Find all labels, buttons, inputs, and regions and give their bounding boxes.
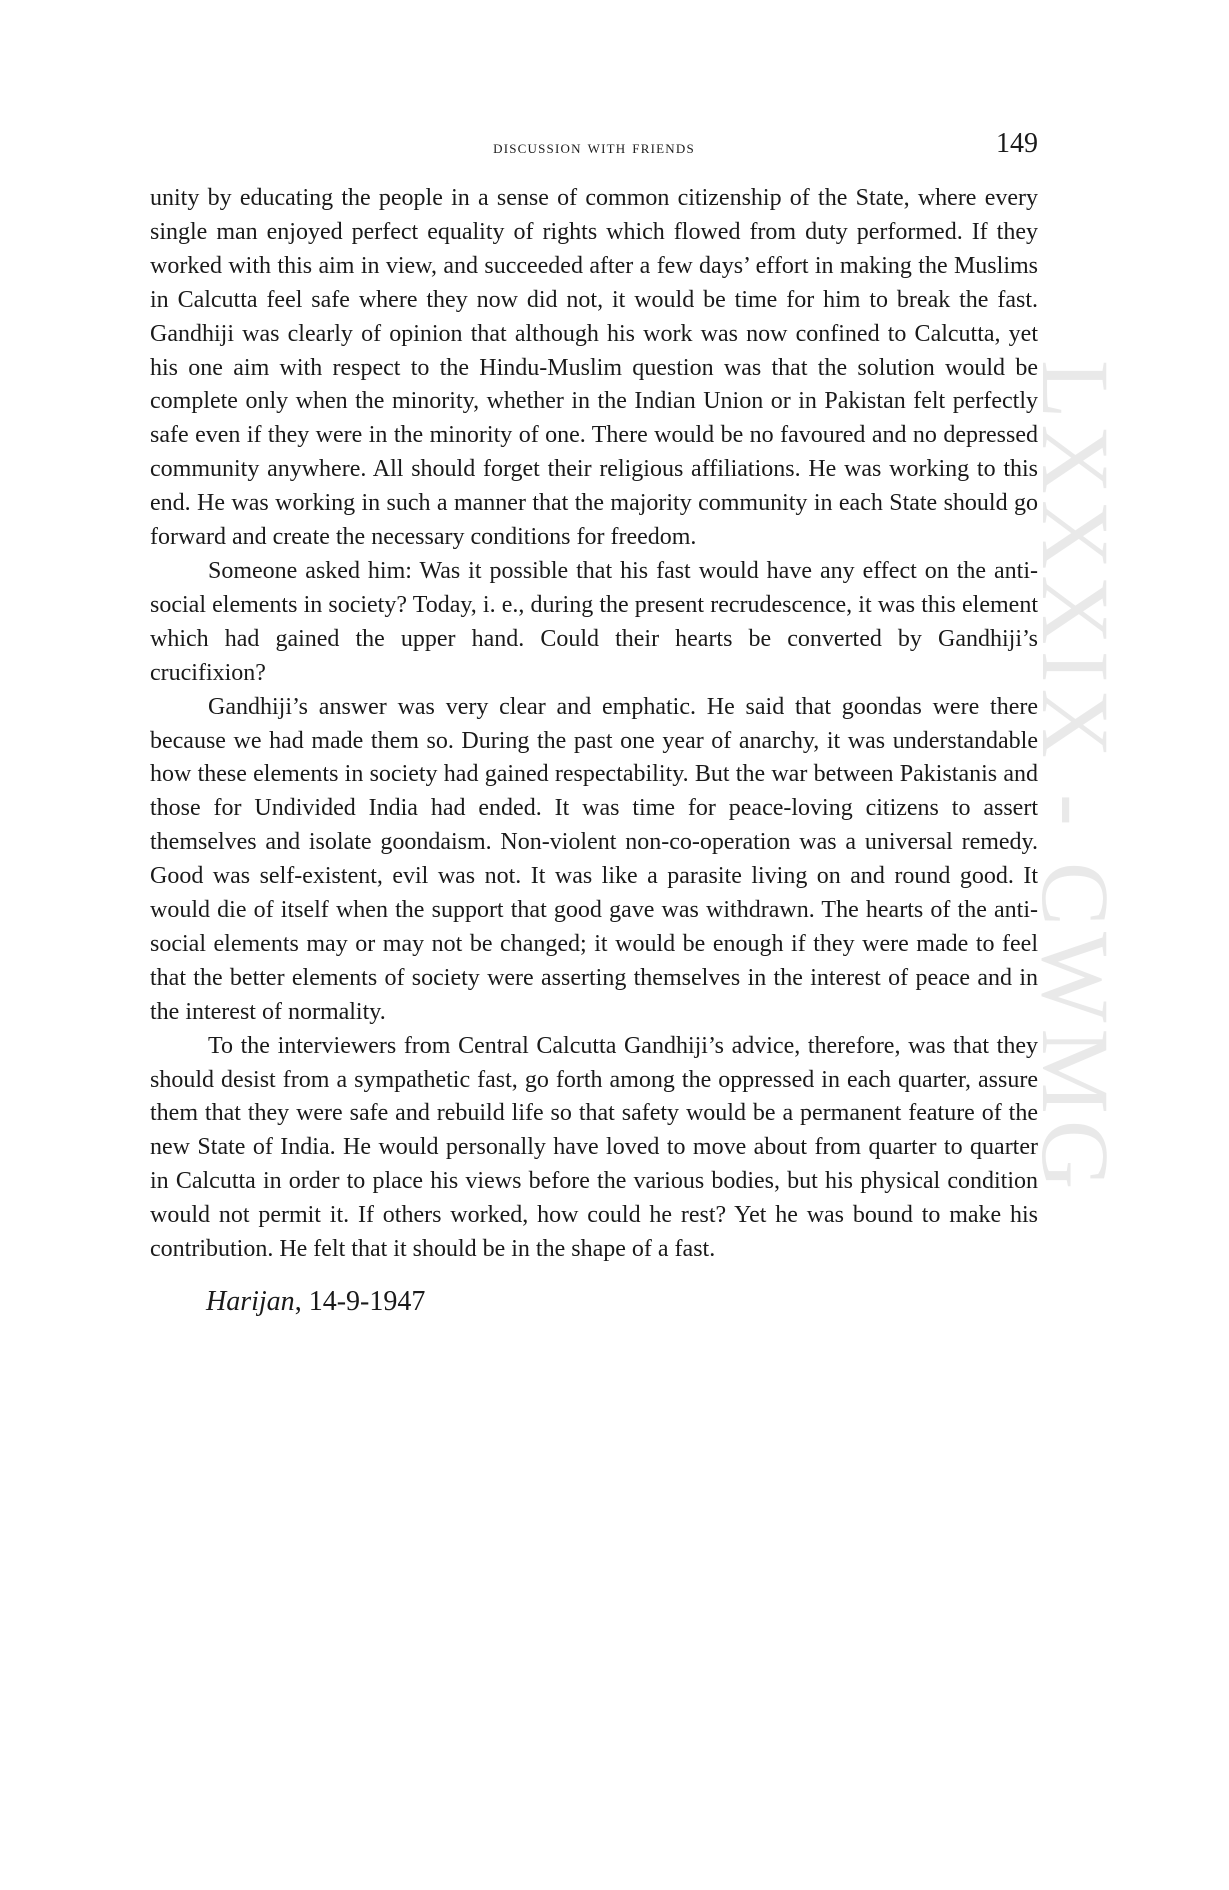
source-citation bbox=[206, 1285, 1038, 1319]
watermark-text: LXXXIX - CWMG bbox=[1022, 360, 1129, 1196]
paragraph-continued: unity by educating the people in a sense of common citizenship of the State, where every single man enjoyed perfect equality of rights which flowed from duty performed. If they worked with this aim in view, and succeeded after a few days’ effort in making the Muslims in Calcutta feel safe where they now did not, it would be time for him to break the fast. Gandhiji was clearly of opinion that although his work was now confined to Calcutta, yet his one aim with respect to the Hindu-Muslim question was that the solution would be complete only when the minority, whether in the Indian Union or in Pakistan felt perfectly safe even if they were in the minority of one. There would be no favoured and no depressed community anywhere. All should forget their religious affiliations. He was working to this end. He was working in such a manner that the majority community in each State should go forward and create the necessary conditions for freedom. bbox=[150, 185, 1038, 551]
running-head bbox=[150, 128, 1038, 168]
paragraph-answer: Gandhiji’s answer was very clear and emphatic. He said that goondas were there because we had made them so. During the past one year of anarchy, it was understandable how these elements in society had gained respectability. But the war between Pakistanis and those for Undivided India had ended. It was time for peace-loving citizens to assert themselves and isolate goondaism. Non-violent non-co-operation was a universal remedy. Good was self-existent, evil was not. It was like a parasite living on and round good. It would die of itself when the support that good gave was withdrawn. The hearts of the anti-social elements may or may not be changed; it would be enough if they were made to feel that the better elements of society were asserting themselves in the interest of peace and in the interest of normality. bbox=[150, 693, 1038, 1025]
page-number: 149 bbox=[996, 128, 1038, 159]
source-date: , 14-9-1947 bbox=[294, 1286, 426, 1317]
paragraph-question: Someone asked him: Was it possible that his fast would have any effect on the anti-social elements in society? Today, i. e., during the present recrudescence, it was this element which had gained the upper hand. Could their hearts be converted by Gandhiji’s crucifixion? bbox=[150, 557, 1038, 686]
running-title: discussion with friends bbox=[493, 137, 695, 158]
body-text bbox=[150, 182, 1038, 1319]
source-publication: Harijan bbox=[206, 1286, 295, 1317]
paragraph-advice: To the interviewers from Central Calcutta Gandhiji’s advice, therefore, was that they should desist from a sympathetic fast, go forth among the oppressed in each quarter, assure them that they were safe and rebuild life so that safety would be a permanent feature of the new State of India. He would personally have loved to move about from quarter to quarter in Calcutta in order to place his views before the various bodies, but his physical condition would not permit it. If others worked, how could he rest? Yet he was bound to make his contribution. He felt that it should be in the shape of a fast. bbox=[150, 1032, 1038, 1263]
